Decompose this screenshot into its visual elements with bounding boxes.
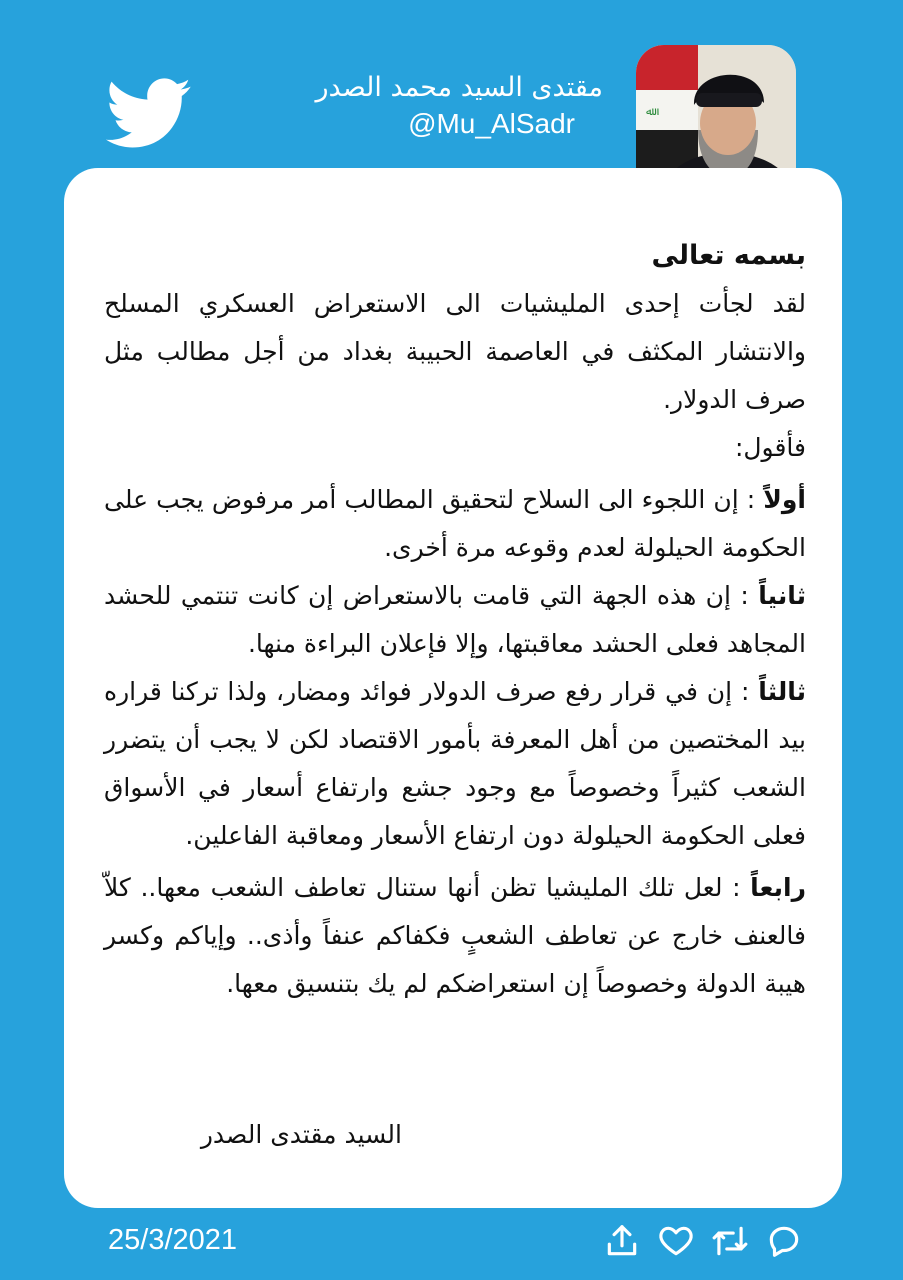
point-fourth [104, 864, 806, 1008]
twitter-bird-icon [104, 78, 194, 150]
point-text: : إن هذه الجهة التي قامت بالاستعراض إن كانت تنتمي للحشد المجاهد فعلى الحشد معاقبتها، وإلا فإعلان البراءة منها. [104, 581, 806, 658]
tweet-intro: لقد لجأت إحدى المليشيات الى الاستعراض العسكري المسلح والانتشار المكثف في العاصمة الحبيبة بغداد من أجل مطالب مثل صرف الدولار. [104, 289, 806, 414]
tweet-date: 25/3/2021 [108, 1224, 238, 1256]
user-handle[interactable]: @Mu_AlSadr [408, 108, 575, 139]
tweet-card [64, 168, 842, 1208]
point-text: : إن في قرار رفع صرف الدولار فوائد ومضار، ولذا تركنا قراره بيد المختصين من أهل المعرفة بأمور الاقتصاد لكن لا يجب أن يتضرر الشعب كثيراً وخصوصاً مع وجود جشع وارتفاع أسعار في الأسواق فعلى الحكومة الحيلولة دون ارتفاع الأسعار ومعاقبة الفاعلين. [104, 677, 806, 850]
point-text: : إن اللجوء الى السلاح لتحقيق المطالب أمر مرفوض يجب على الحكومة الحيلولة لعدم وقوعه مرة أخرى. [104, 485, 806, 562]
tweet-body [104, 232, 806, 1008]
point-label: رابعاً [750, 873, 806, 902]
point-text: : لعل تلك المليشيا تظن أنها ستنال تعاطف الشعب معها.. كلاّ فالعنف خارج عن تعاطف الشعبٍ فكفاكم عنفاً وأذى.. وإياكم وكسر هيبة الدولة وخصوصاً إن استعراضكم لم يك بتنسيق معها. [104, 873, 806, 998]
point-first [104, 476, 806, 572]
point-label: أولاً [763, 485, 806, 514]
heart-icon[interactable] [657, 1222, 695, 1260]
tweet-lead: فأقول: [734, 433, 806, 462]
display-name[interactable]: مقتدى السيد محمد الصدر [315, 72, 603, 103]
point-label: ثالثاً [758, 677, 806, 706]
point-label: ثانياً [758, 581, 806, 610]
share-icon[interactable] [603, 1222, 641, 1260]
point-second [104, 572, 806, 668]
tweet-actions [603, 1222, 803, 1260]
signature: السيد مقتدى الصدر [200, 1120, 402, 1149]
tweet-title: بسمه تعالى [651, 240, 806, 271]
reply-icon[interactable] [765, 1222, 803, 1260]
svg-text:ﷲ: ﷲ [646, 105, 653, 118]
retweet-icon[interactable] [711, 1222, 749, 1260]
point-third [104, 668, 806, 860]
